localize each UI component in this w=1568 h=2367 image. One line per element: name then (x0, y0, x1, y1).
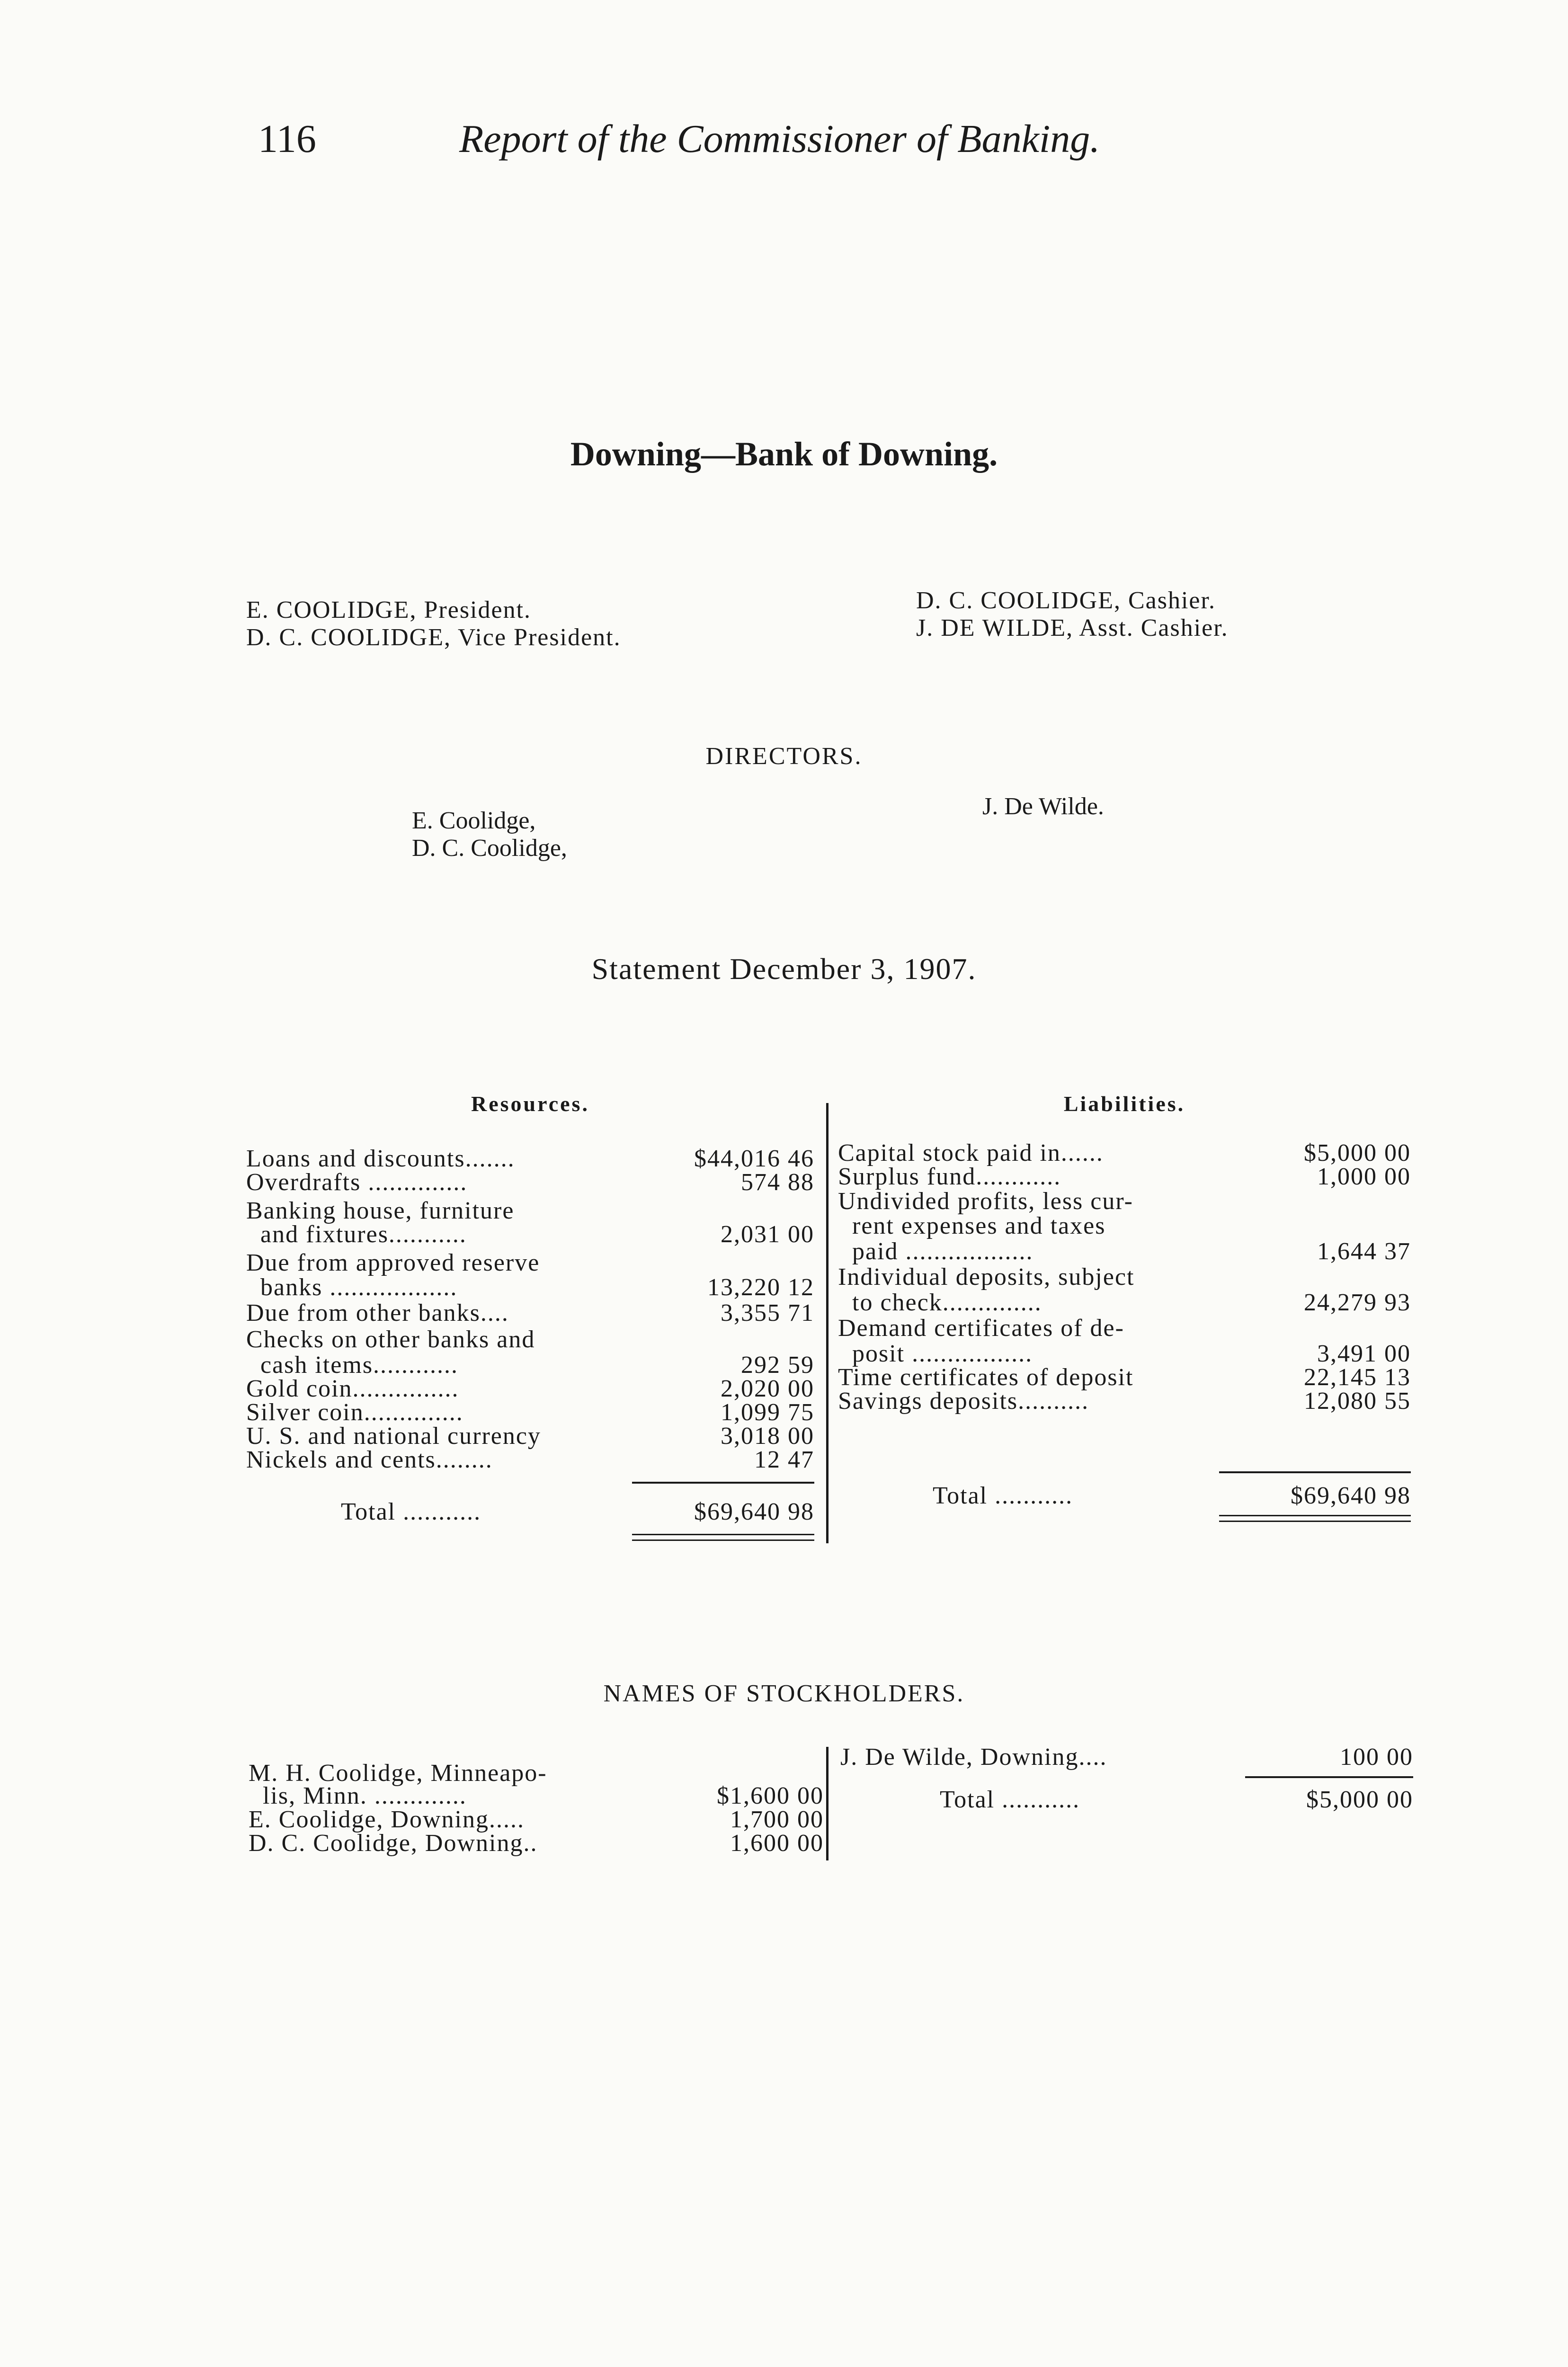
row-label: Nickels and cents........ (246, 1446, 493, 1473)
row-amount: 2,031 00 (721, 1221, 814, 1248)
row-label: and fixtures........... (246, 1221, 467, 1248)
director-name: E. Coolidge, (412, 807, 536, 834)
total-label: Total ........... (341, 1498, 481, 1525)
stockholders-divider (826, 1747, 829, 1860)
row-label: Demand certificates of de- (838, 1315, 1124, 1342)
row-label: Due from approved reserve (246, 1249, 540, 1276)
row-label: Time certificates of deposit (838, 1364, 1134, 1391)
row-amount: 13,220 12 (707, 1274, 814, 1301)
bank-title: Downing—Bank of Downing. (570, 435, 998, 473)
total-amount: $69,640 98 (694, 1498, 814, 1525)
page-number: 116 (258, 117, 316, 161)
directors-right (982, 793, 1104, 820)
row-label: Individual deposits, subject (838, 1264, 1135, 1290)
stockholder-amount: 1,700 00 (730, 1806, 824, 1833)
row-label: banks .................. (246, 1274, 458, 1301)
officer-president: E. COOLIDGE, President. (246, 596, 532, 623)
row-label: Checks on other banks and (246, 1326, 535, 1353)
row-amount: 3,018 00 (721, 1423, 814, 1450)
row-label: Capital stock paid in...... (838, 1139, 1104, 1166)
director-name: J. De Wilde. (982, 793, 1104, 820)
stockholder-name: lis, Minn. ............. (249, 1782, 467, 1809)
directors-left (412, 807, 567, 862)
column-divider (826, 1103, 829, 1543)
officers-right (916, 587, 1229, 642)
officer-vice-president: D. C. COOLIDGE, Vice President. (246, 624, 621, 651)
double-rule (1219, 1515, 1411, 1516)
row-amount: 24,279 93 (1304, 1289, 1411, 1316)
row-amount: 3,491 00 (1317, 1340, 1411, 1367)
total-label: Total ........... (940, 1786, 1080, 1813)
row-label: Overdrafts .............. (246, 1169, 468, 1196)
row-amount: 292 59 (741, 1352, 814, 1379)
double-rule (632, 1534, 814, 1535)
total-amount: $69,640 98 (1291, 1482, 1411, 1509)
row-label: U. S. and national currency (246, 1423, 541, 1450)
row-label: Banking house, furniture (246, 1197, 515, 1224)
stockholder-name: D. C. Coolidge, Downing.. (249, 1830, 538, 1857)
stockholder-name: E. Coolidge, Downing..... (249, 1806, 525, 1833)
resources-heading: Resources. (471, 1092, 589, 1116)
officer-asst-cashier: J. DE WILDE, Asst. Cashier. (916, 614, 1229, 641)
row-amount: 3,355 71 (721, 1299, 814, 1326)
total-label: Total ........... (933, 1482, 1073, 1509)
total-rule (1245, 1776, 1413, 1778)
row-label: Loans and discounts....... (246, 1145, 515, 1172)
row-label: Undivided profits, less cur- (838, 1188, 1133, 1215)
row-amount: 1,000 00 (1317, 1163, 1411, 1190)
row-amount: 1,644 37 (1317, 1238, 1411, 1265)
liabilities-heading: Liabilities. (1063, 1092, 1185, 1116)
stockholder-amount: $1,600 00 (717, 1782, 824, 1809)
row-amount: 12 47 (754, 1446, 814, 1473)
row-label: Gold coin............... (246, 1375, 459, 1402)
statement-title: Statement December 3, 1907. (591, 952, 977, 986)
total-amount: $5,000 00 (1306, 1786, 1413, 1813)
director-name: D. C. Coolidge, (412, 835, 567, 862)
stockholder-name: J. De Wilde, Downing.... (840, 1744, 1107, 1771)
row-label: Due from other banks.... (246, 1299, 509, 1326)
row-label: Savings deposits.......... (838, 1388, 1089, 1415)
row-amount: 12,080 55 (1304, 1388, 1411, 1415)
row-amount: $5,000 00 (1304, 1139, 1411, 1166)
row-label: Silver coin.............. (246, 1399, 463, 1426)
row-label: rent expenses and taxes (838, 1212, 1106, 1239)
stockholders-heading: NAMES OF STOCKHOLDERS. (603, 1680, 965, 1707)
stockholder-name: M. H. Coolidge, Minneapo- (249, 1760, 547, 1787)
row-label: posit ................. (838, 1340, 1033, 1367)
officers-left (246, 596, 621, 651)
row-amount: 2,020 00 (721, 1375, 814, 1402)
total-rule (632, 1482, 814, 1484)
row-label: cash items............ (246, 1352, 459, 1379)
row-label: paid .................. (838, 1238, 1033, 1265)
row-label: to check.............. (838, 1289, 1042, 1316)
directors-heading: DIRECTORS. (705, 743, 863, 770)
total-rule (1219, 1471, 1411, 1473)
row-amount: 22,145 13 (1304, 1364, 1411, 1391)
row-amount: 1,099 75 (721, 1399, 814, 1426)
double-rule (632, 1539, 814, 1541)
row-amount: 574 88 (741, 1169, 814, 1196)
running-title: Report of the Commissioner of Banking. (459, 117, 1100, 161)
row-label: Surplus fund............ (838, 1163, 1061, 1190)
double-rule (1219, 1521, 1411, 1522)
officer-cashier: D. C. COOLIDGE, Cashier. (916, 587, 1216, 614)
stockholder-amount: 100 00 (1340, 1744, 1413, 1771)
stockholder-amount: 1,600 00 (730, 1830, 824, 1857)
row-amount: $44,016 46 (694, 1145, 814, 1172)
